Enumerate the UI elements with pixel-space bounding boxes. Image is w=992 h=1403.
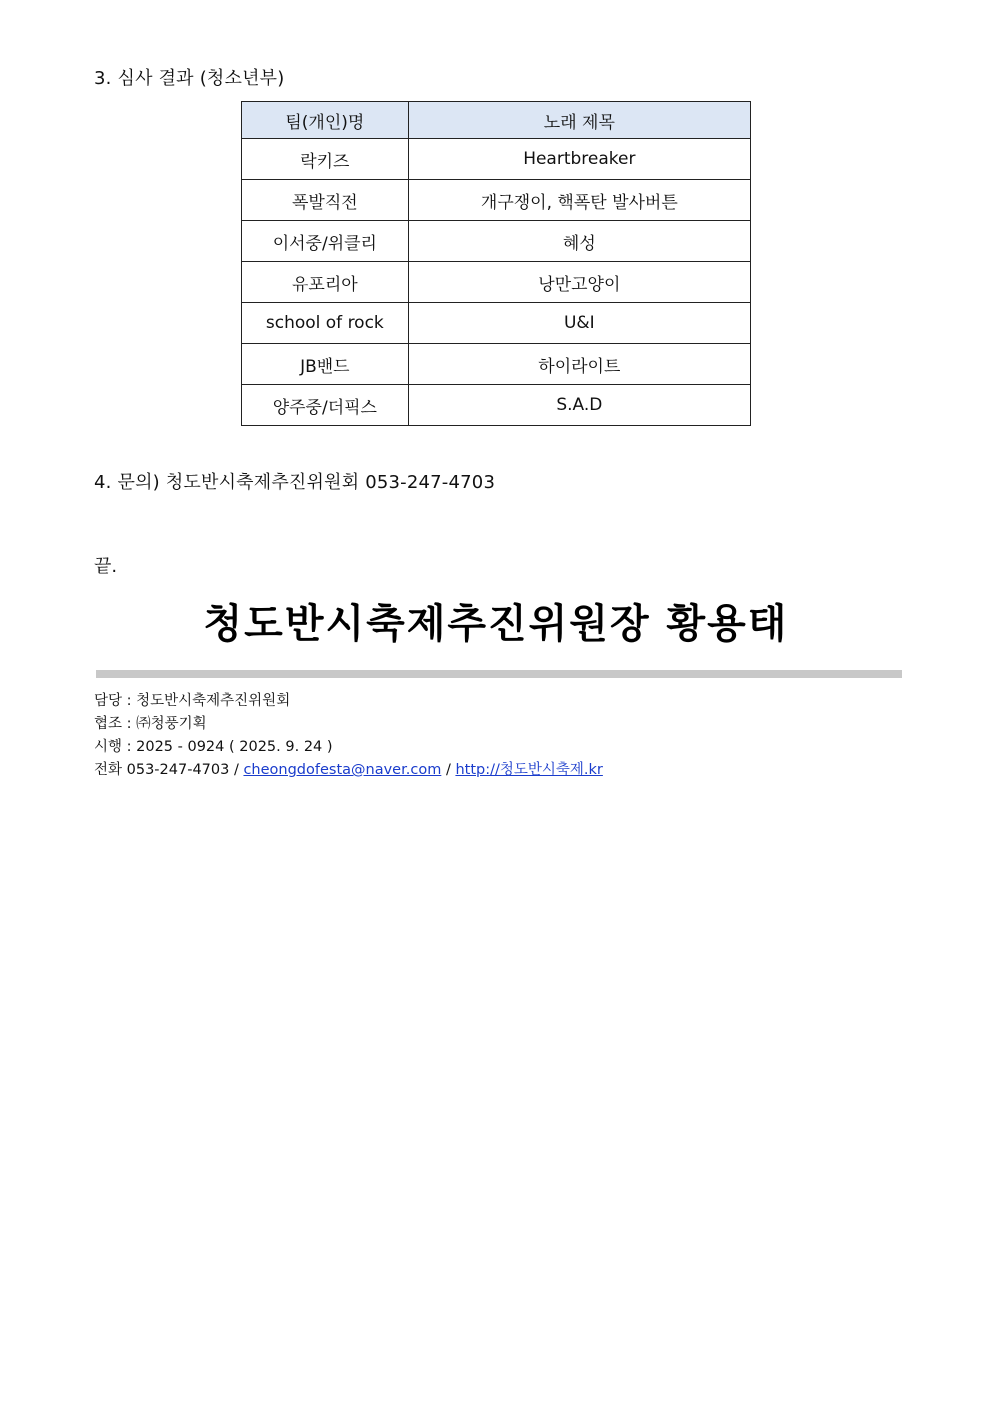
song-title: Heartbreaker xyxy=(408,139,750,180)
team-name: 이서중/위클리 xyxy=(242,221,409,262)
table-row xyxy=(242,221,751,262)
manager-value: 청도반시축제추진위원회 xyxy=(136,693,291,709)
divider xyxy=(96,670,902,678)
table-row xyxy=(242,139,751,180)
song-title: 혜성 xyxy=(408,221,750,262)
end-mark: 끝. xyxy=(94,556,118,577)
footer-manager xyxy=(94,690,603,713)
table-row xyxy=(242,344,751,385)
team-name: school of rock xyxy=(242,303,409,344)
website-link[interactable]: http://청도반시축제.kr xyxy=(455,762,603,778)
cooperation-value: ㈜청풍기획 xyxy=(136,716,207,732)
footer xyxy=(94,690,603,782)
footer-phone xyxy=(94,759,603,782)
contact-heading: 4. 문의) 청도반시축제추진위원회 053-247-4703 xyxy=(94,472,496,493)
table-row xyxy=(242,385,751,426)
separator: / xyxy=(445,762,451,778)
separator: / xyxy=(233,762,239,778)
phone-value: 053-247-4703 xyxy=(126,762,230,778)
results-heading: 3. 심사 결과 (청소년부) xyxy=(94,68,285,89)
footer-enforce xyxy=(94,736,603,759)
table-row xyxy=(242,262,751,303)
table-header-row xyxy=(242,102,751,139)
manager-label: 담당 : xyxy=(94,693,132,709)
cooperation-label: 협조 : xyxy=(94,716,132,732)
phone-label: 전화 xyxy=(94,762,123,778)
table-row xyxy=(242,180,751,221)
enforce-label: 시행 : xyxy=(94,739,132,755)
email-link[interactable]: cheongdofesta@naver.com xyxy=(243,762,442,778)
song-title: 하이라이트 xyxy=(408,344,750,385)
team-name: 유포리아 xyxy=(242,262,409,303)
team-name: 락키즈 xyxy=(242,139,409,180)
team-name: 폭발직전 xyxy=(242,180,409,221)
results-table xyxy=(241,101,751,426)
header-song-title: 노래 제목 xyxy=(408,102,750,139)
footer-cooperation xyxy=(94,713,603,736)
song-title: S.A.D xyxy=(408,385,750,426)
song-title: 낭만고양이 xyxy=(408,262,750,303)
signature: 청도반시축제추진위원장 황용태 xyxy=(203,600,789,647)
table-row xyxy=(242,303,751,344)
song-title: 개구쟁이, 핵폭탄 발사버튼 xyxy=(408,180,750,221)
team-name: JB밴드 xyxy=(242,344,409,385)
team-name: 양주중/더픽스 xyxy=(242,385,409,426)
enforce-value: 2025 - 0924 ( 2025. 9. 24 ) xyxy=(136,739,333,755)
header-team-name: 팀(개인)명 xyxy=(242,102,409,139)
song-title: U&I xyxy=(408,303,750,344)
